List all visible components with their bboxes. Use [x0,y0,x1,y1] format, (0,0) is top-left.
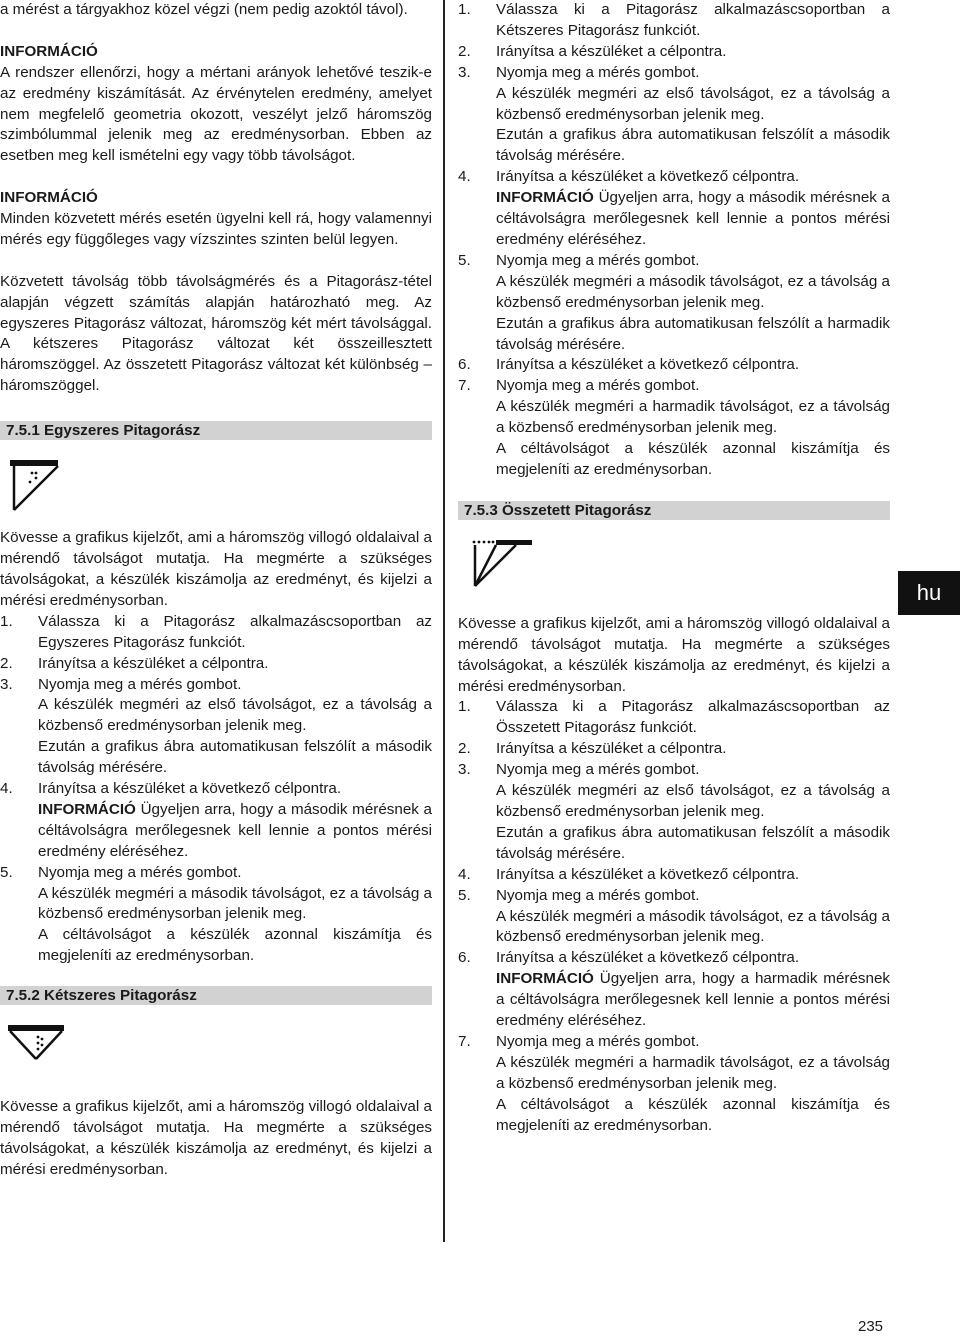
list-number [458,781,496,823]
list-number: 1. [0,612,13,630]
list-item [0,884,432,926]
list-item [458,697,890,739]
list-item [0,863,432,884]
list-item [0,675,432,696]
list-text: Ezután a grafikus ábra automatikusan felszólít a második távolság mérésére. [496,126,890,165]
list-item [458,355,890,376]
list-number: 1. [458,698,471,716]
list-text: A céltávolságot a készülék azonnal kiszámítja és megjeleníti az eredménysorban. [496,440,890,478]
list-number [458,272,496,314]
info-label: INFORMÁCIÓ [38,800,136,818]
list-text: Nyomja meg a mérés gombot. [496,761,700,779]
list-number: 5. [458,251,471,269]
info-text: Minden közvetett mérés esetén ügyelni kell rá, hogy valamennyi mérés egy függőleges vagy vízszintes szinten belül legyen. [0,210,432,248]
list-text: A készülék megméri az első távolságot, ez a távolság a közbenső eredménysorban jelenik meg. [496,782,890,820]
list-item [0,800,432,863]
list-text: Ezután a grafikus ábra automatikusan felszólít a második távolság mérésére. [38,738,432,777]
list-text-body: Ügyeljen arra, hogy a második mérésnek a céltávolságra merőlegesnek kell lennie a pontos mérési eredmény eléréséhez. [38,800,432,860]
list-text: Nyomja meg a mérés gombot. [496,1032,700,1050]
indirect-distance-paragraph: Közvetett távolság több távolságmérés és a Pitagorász-tétel alapján végzett számítás alapján határozható meg. Az egyszeres Pitagorász változat, háromszög két mért távolsággal. A kétszeres Pitagorász változat két összeillesztett háromszöggel. Az összetett Pitagorász változat két különbség – háromszöggel. [0,272,432,395]
list-item [458,948,890,969]
list-text: A készülék megméri a harmadik távolságot, ez a távolság a közbenső eredménysorban jelenik meg. [496,1053,890,1092]
list-item [458,823,890,865]
list-text: A céltávolságot a készülék azonnal kiszámítja és megjeleníti az eredménysorban. [496,1095,890,1134]
list-number [458,439,496,481]
list-number: 7. [458,377,471,395]
list-number [458,397,496,439]
list-text: A készülék megméri a harmadik távolságot, ez a távolság a közbenső eredménysorban jelenik meg. [496,398,890,437]
complex-pythagoras-icon [472,540,542,592]
list-text: Irányítsa a készüléket a következő célpontra. [38,780,342,798]
list-item [458,397,890,439]
list-item [458,781,890,823]
list-text: Nyomja meg a mérés gombot. [496,377,700,395]
list-text: Válassza ki a Pitagorász alkalmazáscsoportban az Összetett Pitagorász funkciót. [496,698,890,737]
list-number: 6. [458,356,471,374]
list-item [458,1032,890,1053]
list-item [458,188,890,251]
list-text: Irányítsa a készüléket a célpontra. [496,740,727,758]
info-label: INFORMÁCIÓ [496,970,594,988]
section-heading-752: 7.5.2 Kétszeres Pitagorász [0,986,432,1005]
list-item [458,167,890,188]
list-number [458,125,496,167]
double-pythagoras-icon [8,1025,78,1075]
list-text: Irányítsa a készüléket a következő célpontra. [496,356,800,374]
list-item [458,314,890,356]
list-item [458,865,890,886]
list-number: 2. [0,654,13,672]
list-number [458,1053,496,1095]
list-number: 5. [458,886,471,904]
list-text: Nyomja meg a mérés gombot. [496,251,700,269]
list-text-body: Ügyeljen arra, hogy a harmadik mérésnek a céltávolságra merőlegesnek kell lennie a pontos mérési eredmény eléréséhez. [496,970,890,1030]
list-text: Nyomja meg a mérés gombot. [38,675,242,693]
list-number: 2. [458,42,471,60]
list-text: Irányítsa a készüléket a következő célpontra. [496,949,800,967]
list-item [458,886,890,907]
list-number: 4. [0,780,13,798]
list-number: 6. [458,949,471,967]
steps-list-752 [458,0,890,481]
list-item [458,125,890,167]
paragraph-continued: a mérést a tárgyakhoz közel végzi (nem pedig azoktól távol). [0,1,408,18]
language-tab: hu [898,571,960,615]
list-number: 4. [458,168,471,186]
list-number [458,188,496,251]
left-column [0,0,432,1181]
list-number: 3. [458,63,471,81]
list-item [458,63,890,84]
list-item [0,737,432,779]
list-text: Irányítsa a készüléket a következő célpontra. [496,865,800,883]
list-number: 3. [458,761,471,779]
list-text [496,188,890,251]
list-item [458,272,890,314]
list-item [0,612,432,654]
list-number: 7. [458,1032,471,1050]
list-text-body: Ügyeljen arra, hogy a második mérésnek a céltávolságra merőlegesnek kell lennie a pontos mérési eredmény eléréséhez. [496,189,890,248]
list-text [496,969,890,1032]
list-text: Nyomja meg a mérés gombot. [496,63,700,81]
column-divider [443,0,445,1242]
list-text: A készülék megméri a második távolságot, ez a távolság a közbenső eredménysorban jelenik meg. [38,884,432,923]
list-number [458,84,496,126]
section-heading-751: 7.5.1 Egyszeres Pitagorász [0,421,432,440]
list-text: A készülék megméri a második távolságot, ez a távolság a közbenső eredménysorban jelenik meg. [496,272,890,311]
list-item [458,251,890,272]
list-item [458,739,890,760]
list-item [0,695,432,737]
list-number: 5. [0,863,13,881]
list-number: 1. [458,1,471,18]
list-text: Irányítsa a készüléket a célpontra. [496,42,727,60]
list-item [458,760,890,781]
info-heading: INFORMÁCIÓ [0,189,98,207]
list-text: Nyomja meg a mérés gombot. [496,886,700,904]
list-number [458,969,496,1032]
list-number [0,884,38,926]
section-intro: Kövesse a grafikus kijelzőt, ami a háromszög villogó oldalaival a mérendő távolságot mutatja. Ha megmérte a szükséges távolságokat, a készülék kiszámolja az eredményt, és kijelzi a mérési eredménysorban. [0,1098,432,1178]
list-item [458,376,890,397]
list-number: 3. [0,675,13,693]
list-number [458,907,496,949]
list-number [0,737,38,779]
list-item [458,907,890,949]
list-number [458,1095,496,1137]
info-text: A rendszer ellenőrzi, hogy a mértani arányok lehetővé teszik-e az eredmény kiszámítását. Az érvénytelen eredmény, amelyet nem megfelelő geometria okozott, veszélyt jelző háromszög szimbólummal jelenik meg az eredménysorban. Ebben az esetben meg kell ismételni egy vagy több távolságot. [0,63,432,165]
list-text: A készülék megméri az első távolságot, ez a távolság a közbenső eredménysorban jelenik meg. [496,84,890,123]
right-column [458,0,890,1137]
list-item [458,439,890,481]
list-number: 2. [458,740,471,758]
list-number [0,925,38,967]
list-item [458,1053,890,1095]
list-number: 4. [458,865,471,883]
page-number: 235 [858,1318,884,1335]
steps-list-751 [0,612,432,967]
list-number [0,695,38,737]
section-intro: Kövesse a grafikus kijelzőt, ami a háromszög villogó oldalaival a mérendő távolságot mutatja. Ha megmérte a szükséges távolságokat, a készülék kiszámolja az eredményt, és kijelzi a mérési eredménysorban. [0,529,432,609]
list-item [458,1095,890,1137]
info-heading: INFORMÁCIÓ [0,42,98,60]
list-text: Irányítsa a készüléket a célpontra. [38,654,269,672]
list-number [458,314,496,356]
list-text: Válassza ki a Pitagorász alkalmazáscsoportban az Egyszeres Pitagorász funkciót. [38,612,432,651]
single-pythagoras-icon [10,460,80,516]
info-label: INFORMÁCIÓ [496,189,594,207]
list-item [0,654,432,675]
list-item [0,925,432,967]
section-heading-753: 7.5.3 Összetett Pitagorász [458,501,890,520]
list-text: Irányítsa a készüléket a következő célpontra. [496,168,800,186]
list-item [0,779,432,800]
list-item [458,0,890,42]
list-text: A készülék megméri a második távolságot, ez a távolság a közbenső eredménysorban jelenik meg. [496,907,890,946]
list-text: Ezután a grafikus ábra automatikusan felszólít a második távolság mérésére. [496,823,890,862]
list-text: A céltávolságot a készülék azonnal kiszámítja és megjeleníti az eredménysorban. [38,926,432,965]
list-text: Nyomja meg a mérés gombot. [38,863,242,881]
list-item [458,969,890,1032]
steps-list-753 [458,697,890,1136]
list-item [458,84,890,126]
list-text: Ezután a grafikus ábra automatikusan felszólít a harmadik távolság mérésére. [496,314,890,353]
list-text [38,800,432,863]
section-intro: Kövesse a grafikus kijelzőt, ami a háromszög villogó oldalaival a mérendő távolságot mutatja. Ha megmérte a szükséges távolságokat, a készülék kiszámolja az eredményt, és kijelzi a mérési eredménysorban. [458,614,890,695]
list-text: Válassza ki a Pitagorász alkalmazáscsoportban a Kétszeres Pitagorász funkciót. [496,1,890,39]
list-text: A készülék megméri az első távolságot, ez a távolság a közbenső eredménysorban jelenik meg. [38,696,432,735]
list-item [458,42,890,63]
list-number [458,823,496,865]
list-number [0,800,38,863]
